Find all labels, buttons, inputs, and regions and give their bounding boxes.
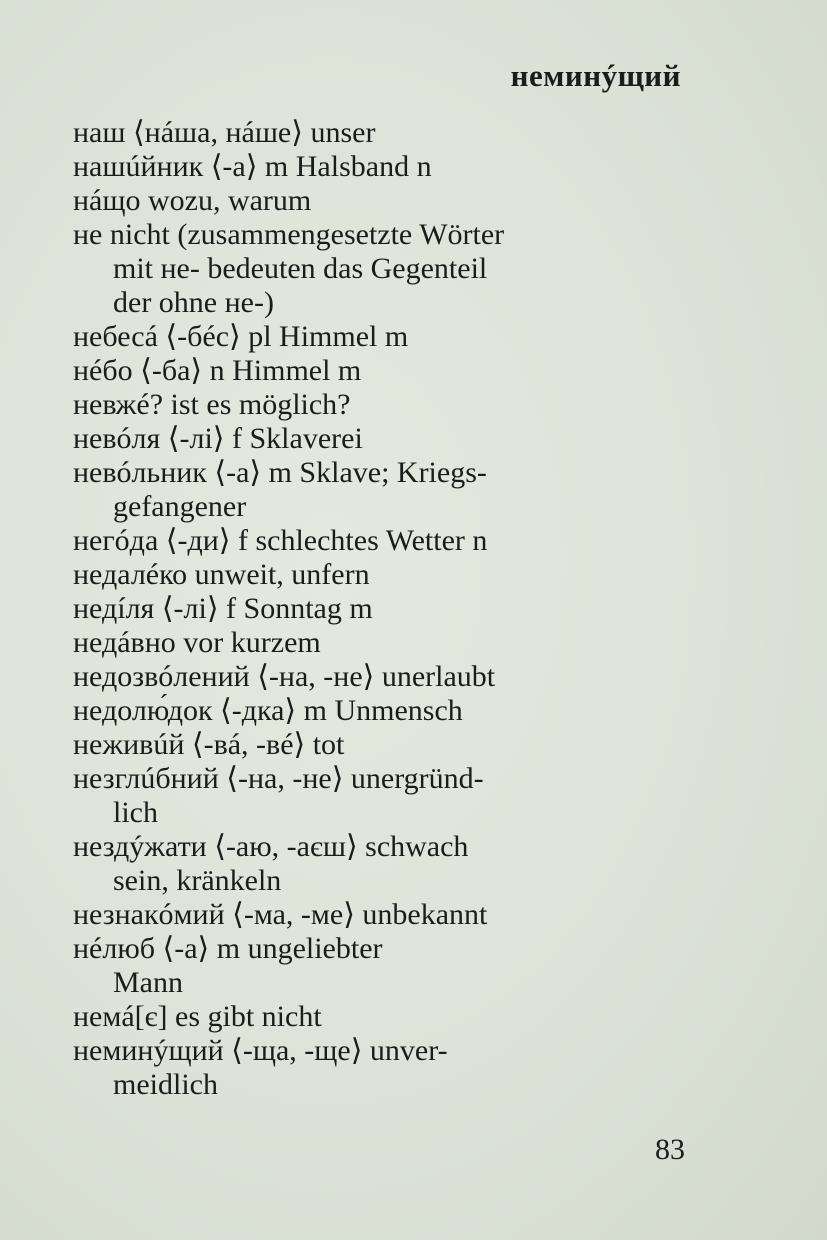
entry-line: небесá ⟨-бéс⟩ pl Himmel m [73,320,409,353]
entry-line: невóля ⟨-лі⟩ f Sklaverei [73,422,363,455]
entry-line: недолю́док ⟨-дка⟩ m Unmensch [73,694,463,727]
entry-line: нашúйник ⟨-а⟩ m Halsband n [73,150,432,183]
entry-line: незнакóмий ⟨-ма, -ме⟩ unbekannt [73,898,488,931]
entry-continuation-line: mit не- bedeuten das Gegenteil [113,252,488,285]
running-head: неминýщий [510,58,681,93]
entry-continuation-line: der ohne не-) [113,286,274,319]
entry-line: невжé? ist es möglich? [73,388,351,421]
entry-line: нáщо wozu, warum [73,184,312,217]
entry-line: неживúй ⟨-вá, -вé⟩ tot [73,728,345,761]
entry-line: нездýжати ⟨-аю, -аєш⟩ schwach [73,830,469,863]
page-number: 83 [655,1133,685,1166]
entry-line: невóльник ⟨-а⟩ m Sklave; Kriegs- [73,456,487,489]
entry-line: наш ⟨нáша, нáше⟩ unser [73,116,376,149]
entry-line: незглúбний ⟨-на, -не⟩ unergründ- [73,762,484,795]
entry-continuation-line: gefangener [113,490,247,523]
entry-continuation-line: lich [113,796,158,829]
entry-line: недалéко unweit, unfern [73,558,370,591]
entry-continuation-line: Mann [113,966,183,999]
entry-line: негóда ⟨-ди⟩ f schlechtes Wetter n [73,524,488,557]
entry-line: нéлюб ⟨-а⟩ m ungeliebter [73,932,383,965]
entry-continuation-line: sein, kränkeln [113,864,282,897]
entry-list [73,116,685,1102]
entry-line: недáвно vor kurzem [73,626,321,659]
entry-line: нéбо ⟨-ба⟩ n Himmel m [73,354,362,387]
entry-line: недозвóлений ⟨-на, -не⟩ unerlaubt [73,660,496,693]
entry-line: недíля ⟨-лі⟩ f Sonntag m [73,592,373,625]
entry-continuation-line: meidlich [113,1068,218,1101]
entry-line: не nicht (zusammengesetzte Wörter [73,218,505,251]
entry-line: неминýщий ⟨-ща, -ще⟩ unver- [73,1034,448,1067]
entry-line: немá[є] es gibt nicht [73,1000,322,1033]
